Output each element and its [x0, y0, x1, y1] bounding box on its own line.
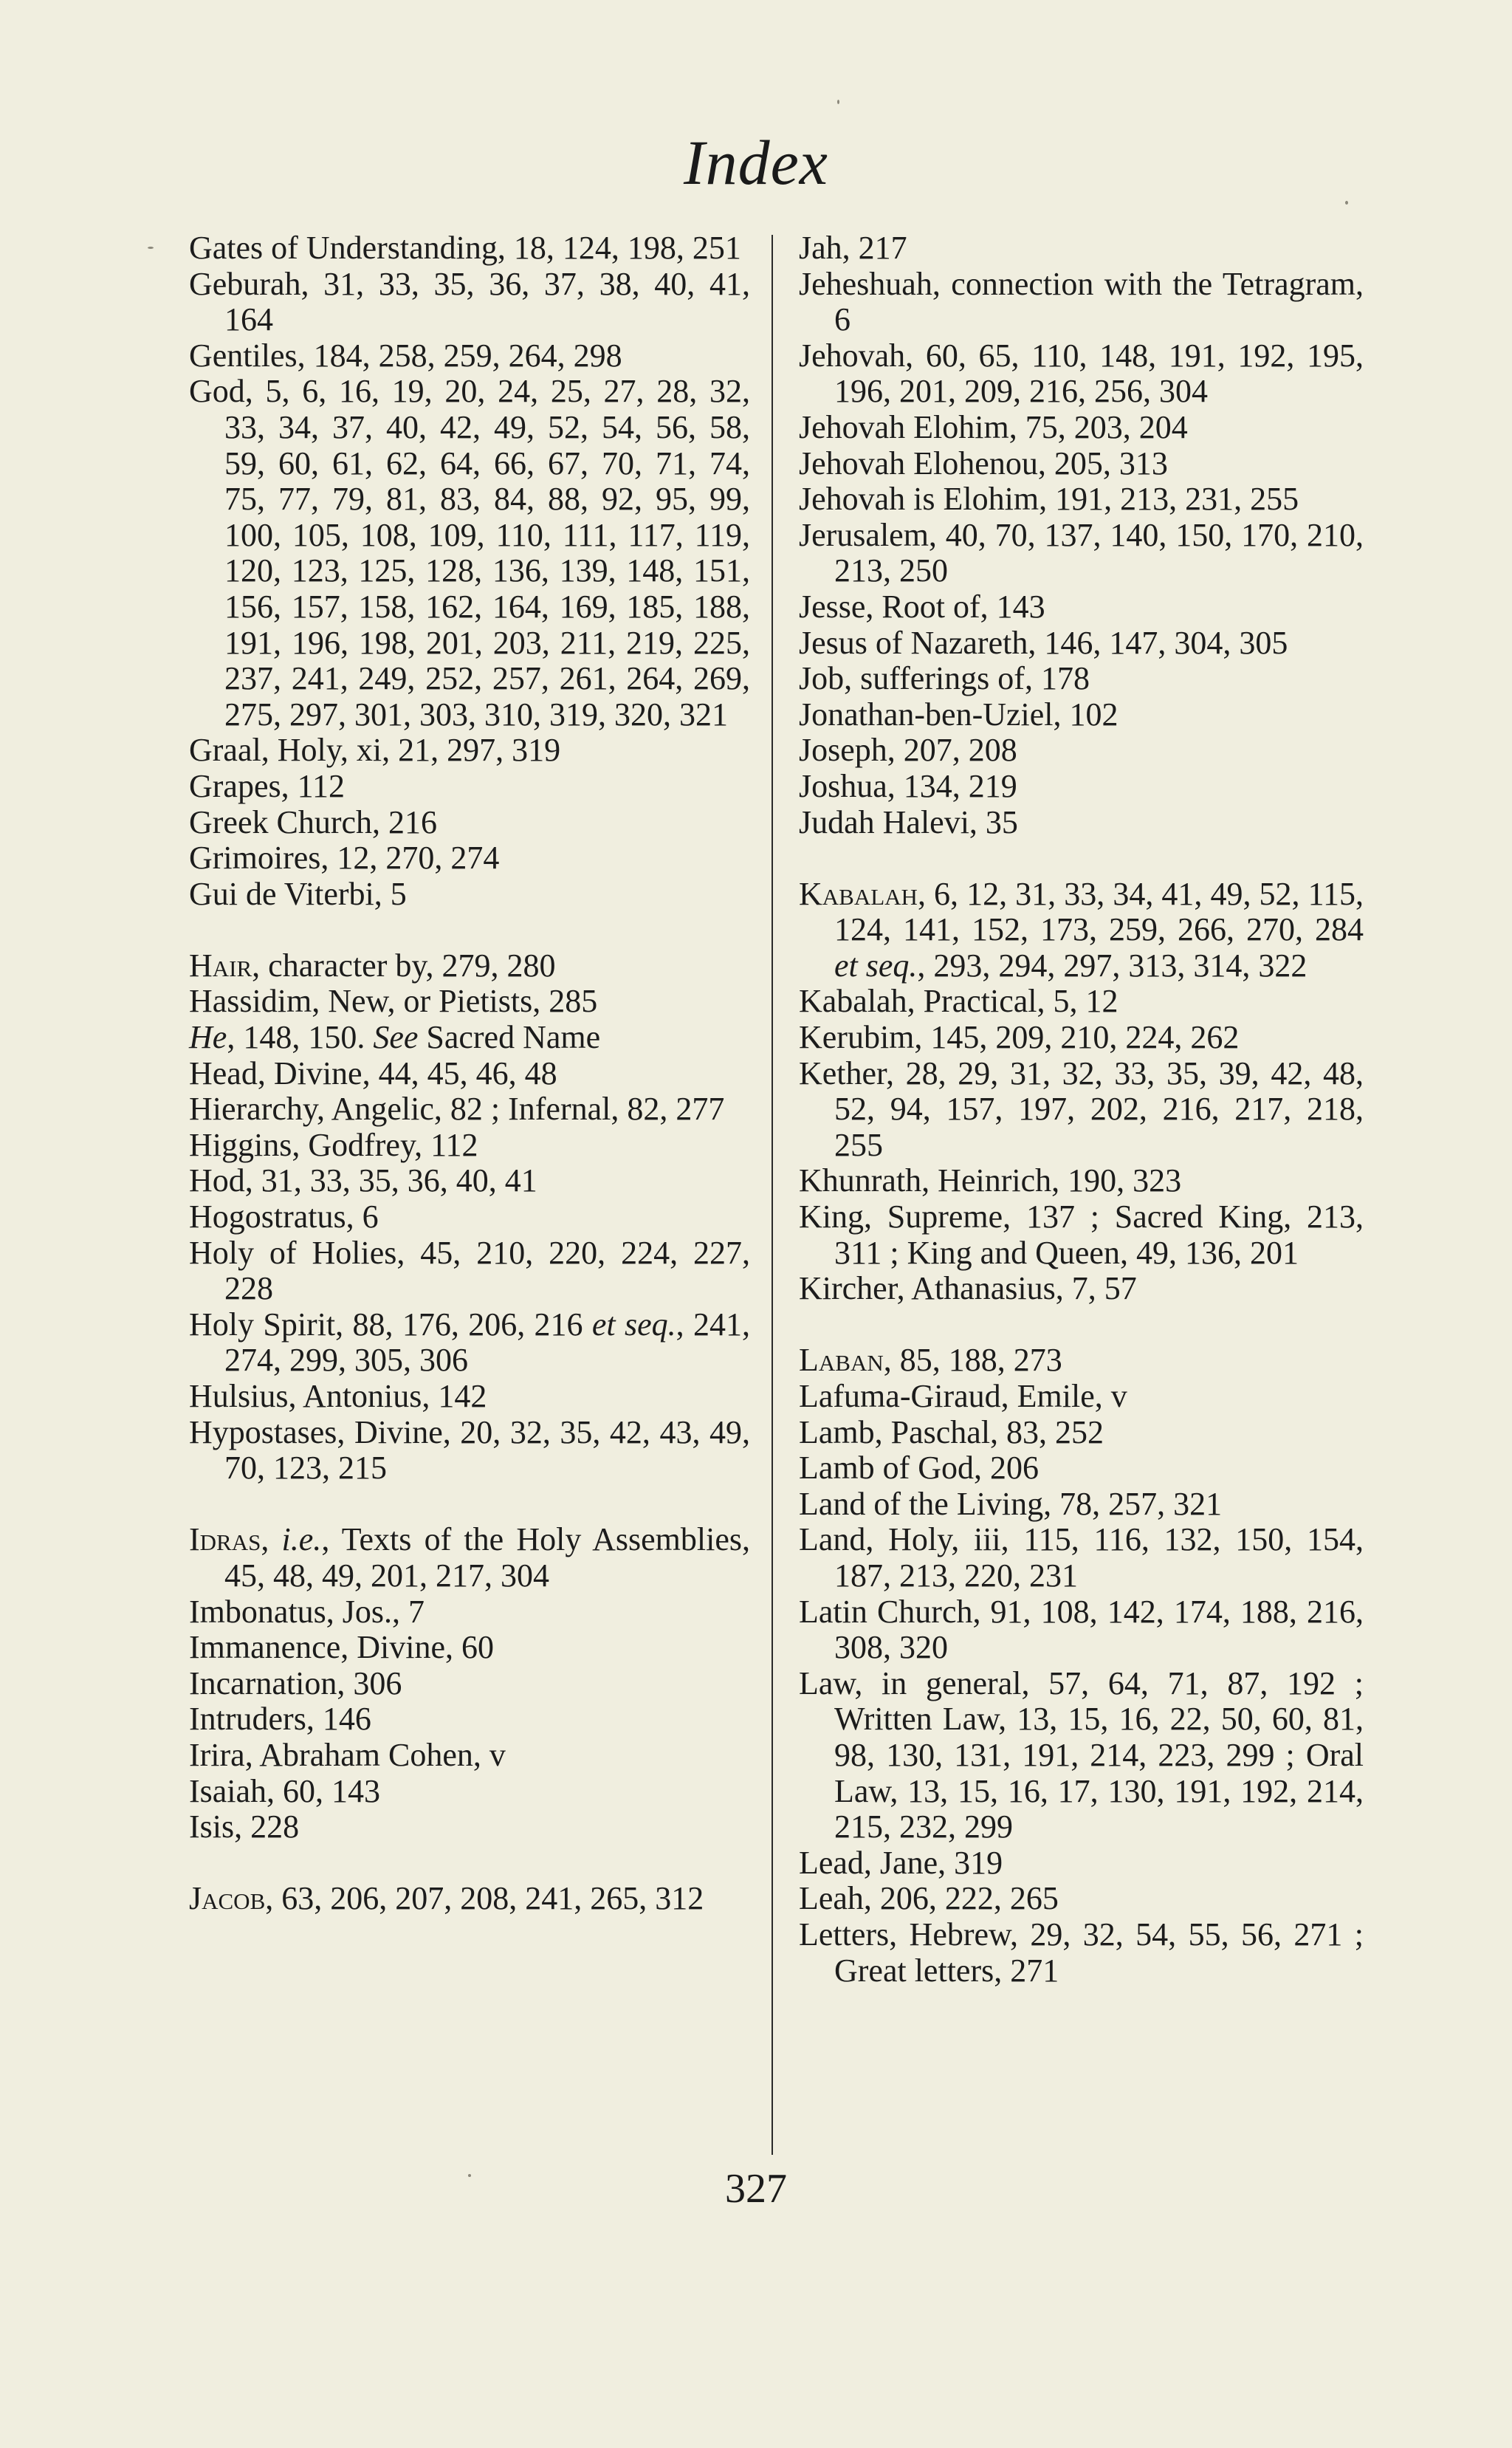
index-entry-text: God, 5, 6, 16, 19, 20, 24, 25, 27, 28, 32, 33, 34, 37, 40, 42, 49, 52, 54, 56, 58, 59, 60, 61, 62, 64, 66, 67, 70, 71, 74, 75, 77, 79, 81, 83, 84, 88, 92, 95, 99, 100, 105, 108, 109, 110, 111, 117, 119, 120, 123, 125, 128, 136, 139, 148, 151, 156, 157, 158, 162, 164, 169, 185, 188, 191, 196, 198, 201, 203, 211, 219, 225, 237, 241, 249, 252, 257, 261, 264, 269, 275, 297, 301, 303, 310, 319, 320, 321	[189, 373, 750, 733]
index-entry-text: Jerusalem, 40, 70, 137, 140, 150, 170, 210, 213, 250	[799, 516, 1364, 589]
index-entry-text: Jesus of Nazareth, 146, 147, 304, 305	[799, 624, 1288, 661]
index-entry	[799, 1020, 1364, 1056]
index-entry	[189, 1774, 750, 1810]
index-entry	[799, 1271, 1364, 1307]
index-entry-text: Job, sufferings of, 178	[799, 660, 1090, 697]
index-italic-text: He	[189, 1019, 227, 1056]
index-entry-text: Hulsius, Antonius, 142	[189, 1378, 487, 1414]
index-entry-text: Isaiah, 60, 143	[189, 1772, 381, 1809]
index-entry	[799, 1917, 1364, 1989]
index-entry-text: Leah, 206, 222, 265	[799, 1880, 1059, 1917]
index-entry	[189, 1701, 750, 1738]
index-entry	[799, 589, 1364, 625]
index-column-left	[189, 230, 750, 1917]
index-entry	[799, 267, 1364, 338]
index-entry	[799, 984, 1364, 1020]
index-entry	[799, 697, 1364, 733]
index-entry-text: Joseph, 207, 208	[799, 732, 1017, 769]
index-entry	[799, 446, 1364, 482]
index-entry	[799, 410, 1364, 446]
index-entry	[189, 948, 750, 984]
index-entry	[799, 1845, 1364, 1882]
index-entry	[189, 1163, 750, 1199]
index-entry-text: ,	[261, 1521, 282, 1558]
index-entry	[189, 338, 750, 374]
index-entry	[189, 1199, 750, 1235]
index-entry-text: Immanence, Divine, 60	[189, 1629, 494, 1666]
index-entry-text: Law, in general, 57, 64, 71, 87, 192 ; Written Law, 13, 15, 16, 22, 50, 60, 81, 98, 130, 131, 191, 214, 223, 299 ; Oral Law, 13, 15, 16, 17, 130, 191, 192, 214, 215, 232, 299	[799, 1664, 1364, 1845]
index-entry-text: Jehovah Elohenou, 205, 313	[799, 445, 1168, 481]
index-entry	[189, 877, 750, 913]
index-entry-text: Jah, 217	[799, 230, 907, 266]
index-entry	[189, 1056, 750, 1092]
index-entry-text: Head, Divine, 44, 45, 46, 48	[189, 1055, 557, 1091]
index-entry-text: Jesse, Root of, 143	[799, 588, 1045, 625]
index-headword: Laban	[799, 1342, 884, 1379]
index-entry-text: Kabalah, Practical, 5, 12	[799, 983, 1118, 1020]
paper-speck	[148, 247, 154, 249]
index-entry-text: Joshua, 134, 219	[799, 767, 1017, 804]
index-entry	[799, 1163, 1364, 1199]
index-entry	[189, 1379, 750, 1415]
index-entry	[799, 625, 1364, 662]
column-divider	[772, 235, 773, 2155]
index-entry-text: Hassidim, New, or Pietists, 285	[189, 983, 598, 1020]
index-entry-text: , 148, 150.	[227, 1019, 374, 1056]
index-entry-text: Jehovah is Elohim, 191, 213, 231, 255	[799, 481, 1299, 518]
index-entry-text: Kerubim, 145, 209, 210, 224, 262	[799, 1019, 1240, 1056]
index-entry-text: Jehovah, 60, 65, 110, 148, 191, 192, 195, 196, 201, 209, 216, 256, 304	[799, 337, 1364, 410]
index-entry-text: , Texts of the Holy Assemblies, 45, 48, 49, 201, 217, 304	[224, 1521, 750, 1594]
index-entry-text: , 6, 12, 31, 33, 34, 41, 49, 52, 115, 124, 141, 152, 173, 259, 266, 270, 284	[834, 875, 1364, 948]
index-entry-text: Sacred Name	[418, 1019, 601, 1056]
index-entry-text: Imbonatus, Jos., 7	[189, 1593, 425, 1630]
index-entry-text: , 63, 206, 207, 208, 241, 265, 312	[265, 1880, 704, 1917]
index-entry	[189, 1307, 750, 1379]
index-entry-text: Lead, Jane, 319	[799, 1844, 1003, 1881]
index-entry	[799, 1343, 1364, 1379]
index-entry	[189, 1881, 750, 1917]
index-entry	[799, 1415, 1364, 1451]
index-entry-text: Kether, 28, 29, 31, 32, 33, 35, 39, 42, 48, 52, 94, 157, 197, 202, 216, 217, 218, 255	[799, 1055, 1364, 1163]
index-entry-text: Grimoires, 12, 270, 274	[189, 840, 500, 877]
index-entry-text: Kircher, Athanasius, 7, 57	[799, 1270, 1137, 1307]
index-entry-text: Isis, 228	[189, 1808, 300, 1845]
index-headword: Hair	[189, 947, 252, 984]
index-entry-text: Judah Halevi, 35	[799, 803, 1018, 840]
index-entry	[189, 374, 750, 733]
index-entry-text: Greek Church, 216	[189, 803, 438, 840]
index-entry	[799, 1056, 1364, 1164]
index-entry-text: Gui de Viterbi, 5	[189, 875, 407, 912]
letter-section-gap	[189, 912, 750, 948]
index-entry	[799, 1522, 1364, 1594]
index-entry-text: Higgins, Godfrey, 112	[189, 1126, 478, 1163]
index-entry-text: Holy of Holies, 45, 210, 220, 224, 227, 228	[189, 1234, 750, 1307]
index-entry-text: Gates of Understanding, 18, 124, 198, 251	[189, 230, 741, 266]
letter-section-gap	[799, 840, 1364, 877]
index-entry-text: Geburah, 31, 33, 35, 36, 37, 38, 40, 41, 164	[189, 265, 750, 338]
index-entry	[189, 1091, 750, 1128]
index-entry-text: King, Supreme, 137 ; Sacred King, 213, 311 ; King and Queen, 49, 136, 201	[799, 1199, 1364, 1271]
index-entry-text: Hogostratus, 6	[189, 1199, 379, 1235]
index-italic-text: et seq.	[591, 1306, 676, 1343]
index-entry	[189, 805, 750, 841]
index-entry	[799, 1666, 1364, 1845]
index-entry-text: Jonathan-ben-Uziel, 102	[799, 696, 1118, 733]
index-entry	[799, 1594, 1364, 1666]
index-entry	[799, 769, 1364, 805]
index-entry-text: Gentiles, 184, 258, 259, 264, 298	[189, 337, 622, 374]
index-entry	[189, 1522, 750, 1594]
index-entry-text: , 293, 294, 297, 313, 314, 322	[917, 947, 1307, 984]
index-entry	[799, 1881, 1364, 1917]
index-entry-text: Graal, Holy, xi, 21, 297, 319	[189, 732, 561, 769]
index-entry-text: Grapes, 112	[189, 767, 345, 804]
index-headword: Kabalah	[799, 875, 918, 912]
index-entry-text: Land of the Living, 78, 257, 321	[799, 1485, 1223, 1522]
index-entry	[189, 1809, 750, 1845]
index-italic-text: et seq.	[834, 947, 918, 984]
index-entry-text: Lamb of God, 206	[799, 1450, 1040, 1487]
index-entry	[799, 661, 1364, 697]
index-entry-text: Incarnation, 306	[189, 1664, 402, 1701]
index-entry	[189, 230, 750, 267]
index-entry	[799, 518, 1364, 589]
index-entry	[189, 1738, 750, 1774]
index-entry	[799, 1450, 1364, 1487]
index-entry	[189, 769, 750, 805]
index-headword: Jacob	[189, 1880, 266, 1917]
page-number: 327	[725, 2166, 787, 2212]
index-entry-text: Letters, Hebrew, 29, 32, 54, 55, 56, 271 ; Great letters, 271	[799, 1916, 1364, 1989]
index-entry	[189, 1128, 750, 1164]
index-column-right	[799, 230, 1364, 1989]
index-entry	[189, 267, 750, 338]
letter-section-gap	[189, 1845, 750, 1882]
index-entry	[189, 1630, 750, 1666]
index-entry-text: , 85, 188, 273	[883, 1342, 1062, 1379]
index-entry-text: Hod, 31, 33, 35, 36, 40, 41	[189, 1162, 537, 1199]
index-entry	[189, 1594, 750, 1631]
letter-section-gap	[189, 1487, 750, 1523]
index-entry	[799, 877, 1364, 984]
index-entry	[799, 1379, 1364, 1415]
page-title: Index	[684, 127, 828, 198]
index-entry	[189, 733, 750, 769]
index-entry	[799, 481, 1364, 518]
index-entry	[799, 1199, 1364, 1271]
paper-speck	[1345, 201, 1348, 205]
index-entry-text: Latin Church, 91, 108, 142, 174, 188, 216, 308, 320	[799, 1593, 1364, 1666]
index-entry	[189, 1235, 750, 1307]
index-italic-text: i.e.	[281, 1521, 322, 1558]
index-entry	[799, 230, 1364, 267]
index-entry	[799, 805, 1364, 841]
letter-section-gap	[799, 1307, 1364, 1343]
paper-speck	[468, 2174, 471, 2177]
index-entry	[799, 338, 1364, 410]
index-entry-text: Lamb, Paschal, 83, 252	[799, 1413, 1104, 1450]
index-entry-text: Hypostases, Divine, 20, 32, 35, 42, 43, 49, 70, 123, 215	[189, 1413, 750, 1487]
index-entry	[189, 1666, 750, 1702]
index-entry-text: , 241, 274, 299, 305, 306	[224, 1306, 751, 1379]
index-entry-text: Jehovah Elohim, 75, 203, 204	[799, 408, 1188, 445]
index-entry-text: Irira, Abraham Cohen, v	[189, 1736, 506, 1773]
index-italic-text: See	[373, 1019, 419, 1056]
index-entry	[799, 733, 1364, 769]
index-entry-text: Land, Holy, iii, 115, 116, 132, 150, 154, 187, 213, 220, 231	[799, 1521, 1364, 1594]
index-entry-text: Khunrath, Heinrich, 190, 323	[799, 1162, 1182, 1199]
index-entry-text: Hierarchy, Angelic, 82 ; Infernal, 82, 277	[189, 1091, 725, 1128]
index-entry	[189, 984, 750, 1020]
paper-speck	[837, 100, 839, 104]
index-headword: Idras	[189, 1521, 261, 1558]
index-entry-text: Lafuma-Giraud, Emile, v	[799, 1378, 1127, 1414]
index-entry	[189, 840, 750, 877]
index-entry	[189, 1415, 750, 1487]
index-entry	[189, 1020, 750, 1056]
index-entry-text: Intruders, 146	[189, 1701, 371, 1738]
index-entry-text: Holy Spirit, 88, 176, 206, 216	[189, 1306, 592, 1343]
index-entry-text: Jeheshuah, connection with the Tetragram, 6	[799, 265, 1364, 338]
index-entry-text: , character by, 279, 280	[252, 947, 556, 984]
index-entry	[799, 1487, 1364, 1523]
